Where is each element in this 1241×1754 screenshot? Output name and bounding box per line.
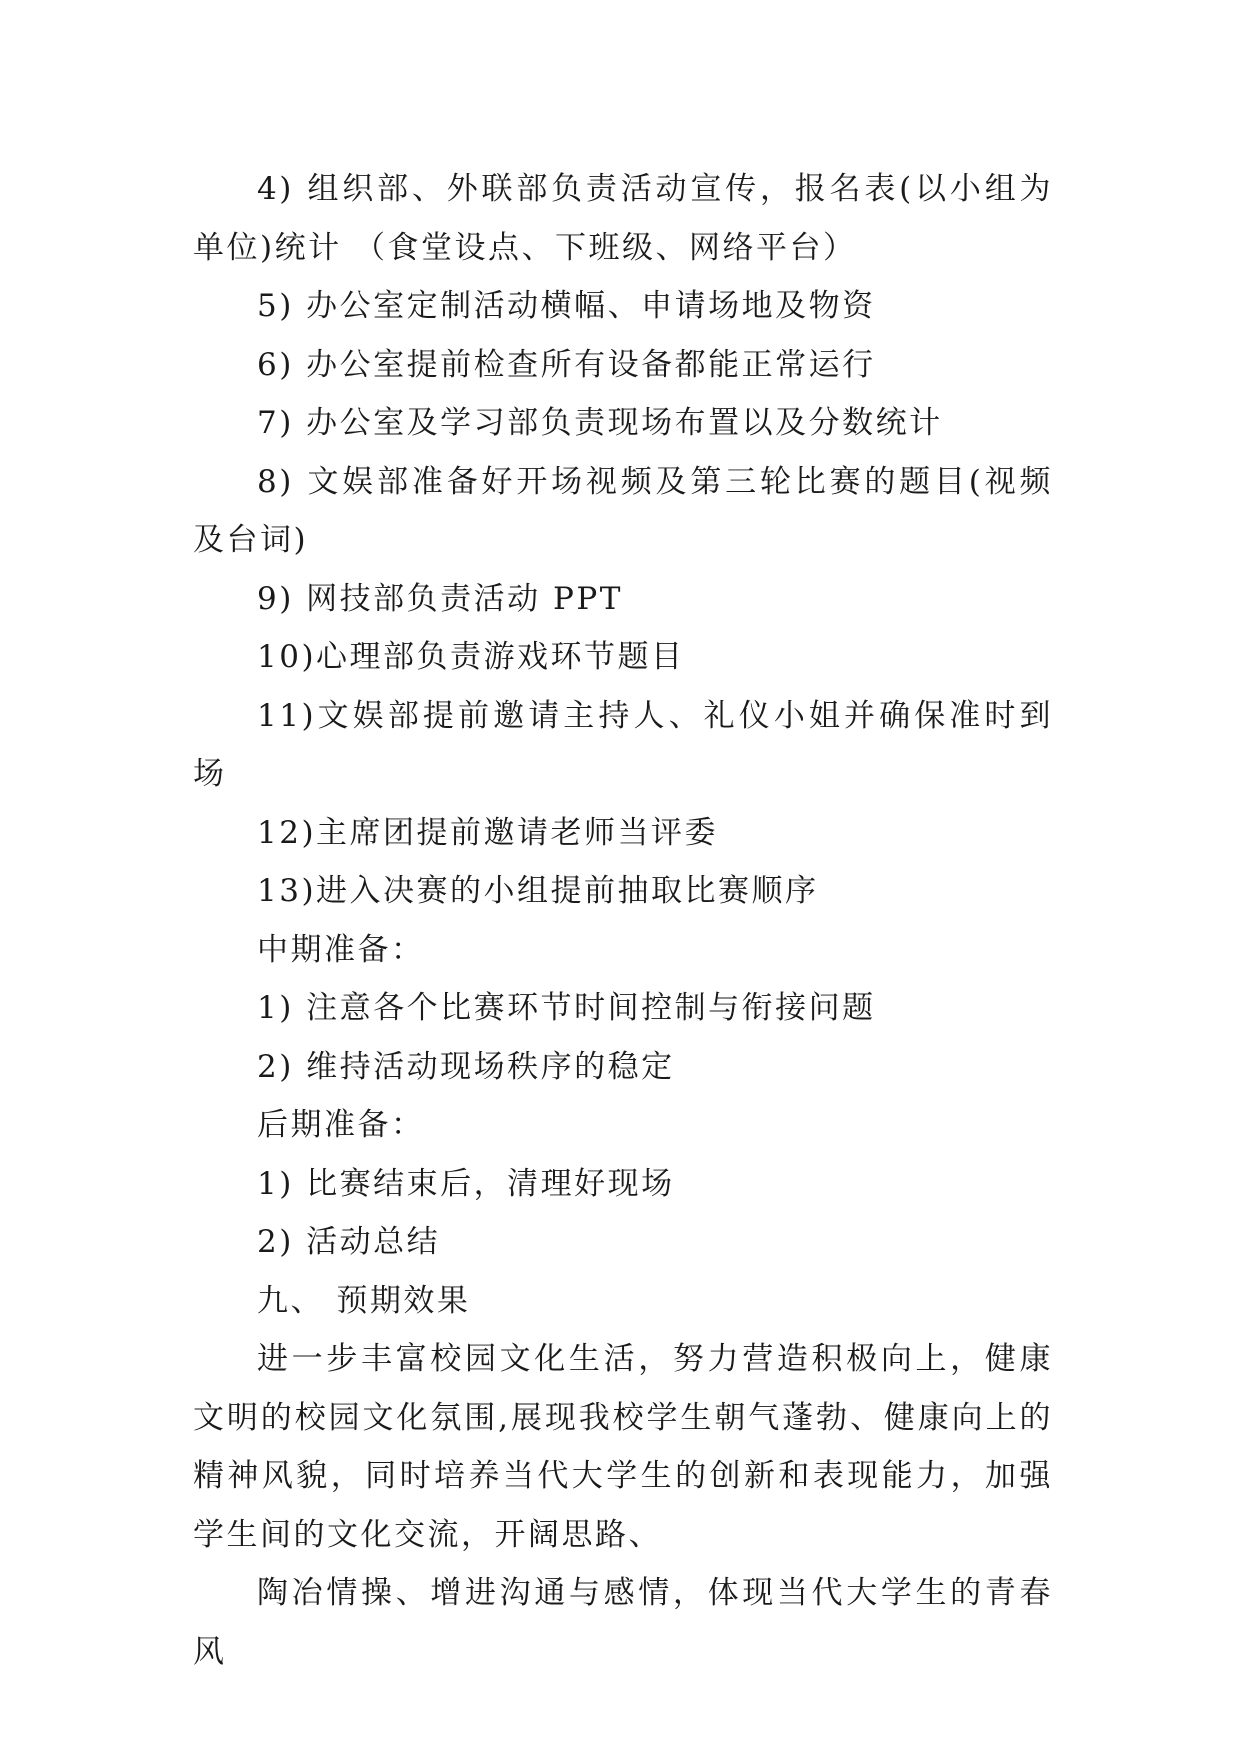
list-item-opening-video: 8) 文娱部准备好开场视频及第三轮比赛的题目(视频及台词) — [193, 463, 1053, 558]
section-heading-expected-effect: 九、 预期效果 — [257, 1282, 471, 1319]
list-item-cleanup: 1) 比赛结束后，清理好现场 — [257, 1165, 675, 1202]
list-item-equipment-check: 6) 办公室提前检查所有设备都能正常运行 — [257, 346, 876, 383]
list-item-time-control: 1) 注意各个比赛环节时间控制与衔接问题 — [257, 990, 876, 1026]
body-paragraph-continued: 陶冶情操、增进沟通与感情，体现当代大学生的青春风 — [193, 1575, 1053, 1670]
document-body — [193, 160, 1053, 1681]
list-item-summary: 2) 活动总结 — [257, 1224, 441, 1260]
section-heading-mid-stage: 中期准备： — [257, 931, 425, 968]
list-item-judges: 12)主席团提前邀请老师当评委 — [257, 814, 719, 851]
body-paragraph-effect: 进一步丰富校园文化生活，努力营造积极向上，健康文明的校园文化氛围,展现我校学生朝气蓬勃、健康向上的精神风貌，同时培养当代大学生的创新和表现能力，加强学生间的文化交流，开阔思路、 — [193, 1341, 1053, 1553]
list-item-game-questions: 10)心理部负责游戏环节题目 — [257, 639, 685, 675]
list-item-draw-order: 13)进入决赛的小组提前抽取比赛顺序 — [257, 873, 819, 909]
list-item-banner: 5) 办公室定制活动横幅、申请场地及物资 — [257, 288, 876, 324]
list-item-ppt: 9) 网技部负责活动 PPT — [257, 580, 623, 617]
list-item-venue-setup: 7) 办公室及学习部负责现场布置以及分数统计 — [257, 405, 943, 441]
list-item-order: 2) 维持活动现场秩序的稳定 — [257, 1048, 675, 1085]
list-item-host-invitation: 11)文娱部提前邀请主持人、礼仪小姐并确保准时到场 — [193, 697, 1053, 792]
section-heading-late-stage: 后期准备： — [257, 1107, 425, 1143]
list-item-publicity: 4) 组织部、外联部负责活动宣传，报名表(以小组为单位)统计 （食堂设点、下班级、网络平台） — [193, 171, 1053, 266]
